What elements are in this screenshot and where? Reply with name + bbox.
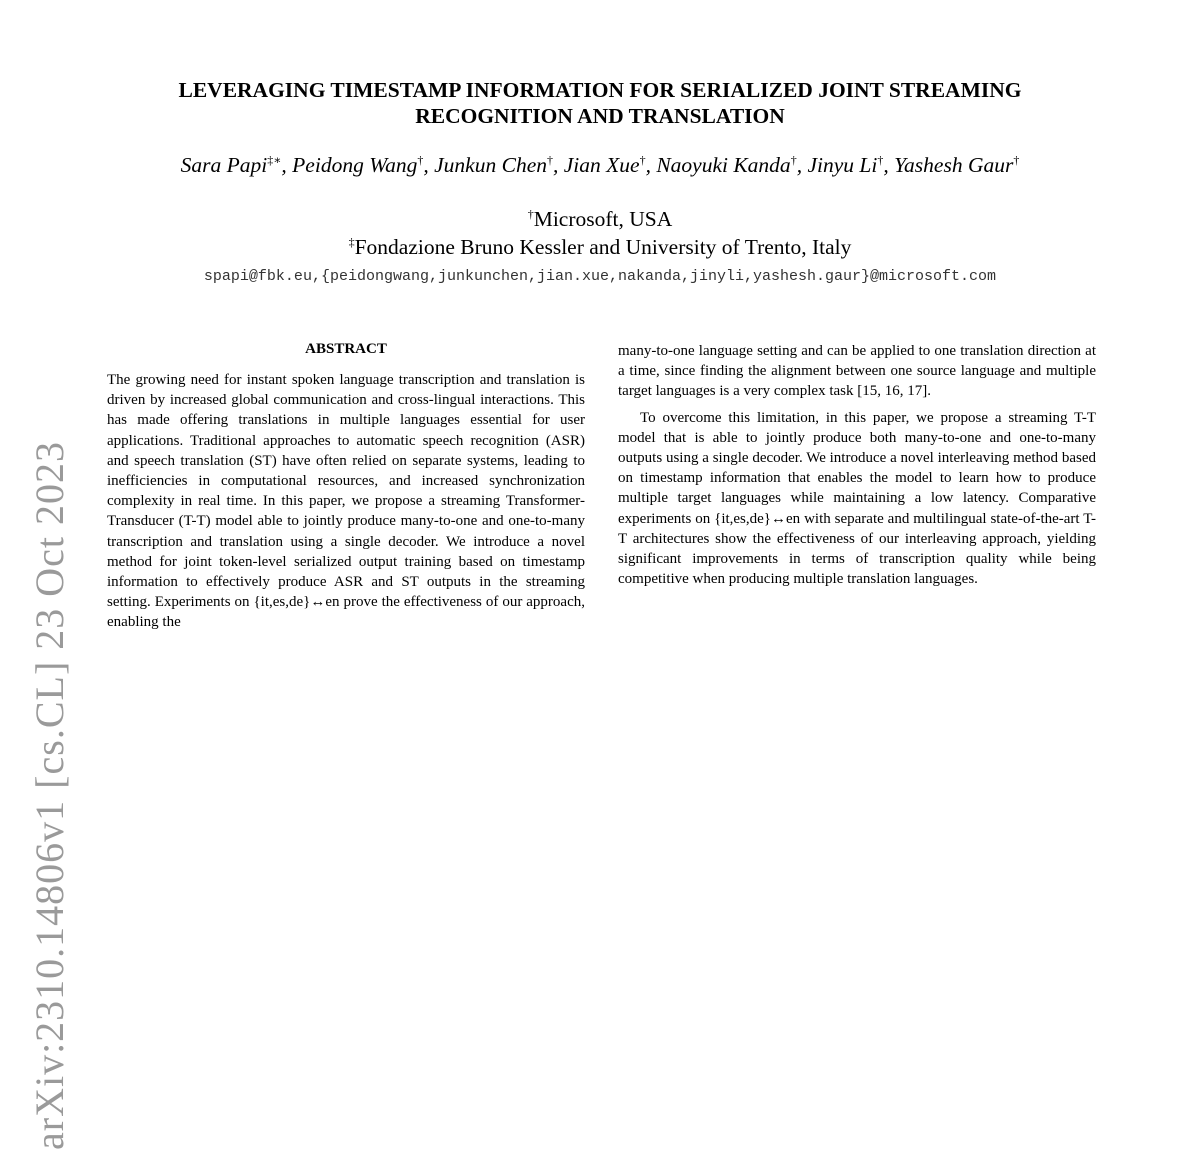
abstract-paragraph: The growing need for instant spoken language transcription and translation is driven by increased global communication and cross-lingual interactions. This has made offering translations in multiple languages essential for user applications. Traditional approaches to automatic speech recognition (ASR) and speech translation (ST) have often relied on separate systems, leading to inefficiencies in computational resources, and increased synchronization complexity in real time. In this paper, we propose a streaming Transformer-Transducer (T-T) model able to jointly produce many-to-one and one-to-many transcription and translation using a single decoder. We introduce a novel method for joint token-level serialized output training based on timestamp information to effectively produce ASR and ST outputs in the streaming setting. Experiments on {it,es,de}↔en prove the effectiveness of our approach, enabling the [107, 372, 585, 631]
author-mark: ‡∗ [267, 153, 282, 167]
arxiv-stamp-text: arXiv:2310.14806v1 [cs.CL] 23 Oct 2023 [27, 440, 72, 1150]
author-name: Jian Xue [563, 153, 640, 178]
abstract-heading: ABSTRACT [305, 341, 387, 357]
author-list: Sara Papi‡∗, Peidong Wang†, Junkun Chen†, Jian Xue†, Naoyuki Kanda†, Jinyu Li†, Yashesh Gaur† [180, 153, 1020, 178]
arxiv-stamp [12, 270, 108, 1150]
intro-column [618, 341, 1096, 589]
abstract-column [107, 370, 585, 633]
author-name: Jinyu Li [807, 153, 878, 178]
author-mark: † [417, 153, 424, 167]
author-name: Naoyuki Kanda [656, 153, 791, 178]
author-name: Sara Papi [180, 153, 268, 178]
author-name: Yashesh Gaur [894, 153, 1014, 178]
affiliation-text: Microsoft, USA [533, 207, 673, 232]
paper-title: LEVERAGING TIMESTAMP INFORMATION FOR SERIALIZED JOINT STREAMING RECOGNITION AND TRANSLATION [178, 78, 1022, 128]
affiliation-text: Fondazione Bruno Kessler and University of Trento, Italy [354, 235, 852, 260]
author-mark: † [639, 153, 646, 167]
email-line: spapi@fbk.eu,{peidongwang,junkunchen,jian.xue,nakanda,jinyli,yashesh.gaur}@microsoft.com [203, 268, 997, 285]
author-mark: † [877, 153, 884, 167]
affiliation-microsoft [300, 207, 900, 232]
intro-paragraph-2: To overcome this limitation, in this paper, we propose a streaming T-T model that is able to jointly produce both many-to-one and one-to-many outputs using a single decoder. We introduce a novel interleaving method based on timestamp information that enables the model to learn how to produce multiple target languages while maintaining a low latency. Comparative experiments on {it,es,de}↔en with separate and multilingual state-of-the-art T-T architectures show the effectiveness of our interleaving approach, yielding significant improvements in terms of transcription quality while being competitive when producing multiple translation languages. [618, 409, 1096, 588]
author-mark: † [546, 153, 553, 167]
affiliation-mark: ‡ [348, 235, 355, 249]
author-name: Junkun Chen [434, 153, 547, 178]
author-mark: † [790, 153, 797, 167]
intro-paragraph-1: many-to-one language setting and can be applied to one translation direction at a time, since finding the alignment between one source language and multiple target languages is a very complex task [15, 16, 17]. [618, 343, 1096, 400]
affiliation-mark: † [527, 207, 534, 221]
affiliation-fbk [300, 235, 900, 260]
author-name: Peidong Wang [292, 153, 418, 178]
author-mark: † [1013, 153, 1020, 167]
